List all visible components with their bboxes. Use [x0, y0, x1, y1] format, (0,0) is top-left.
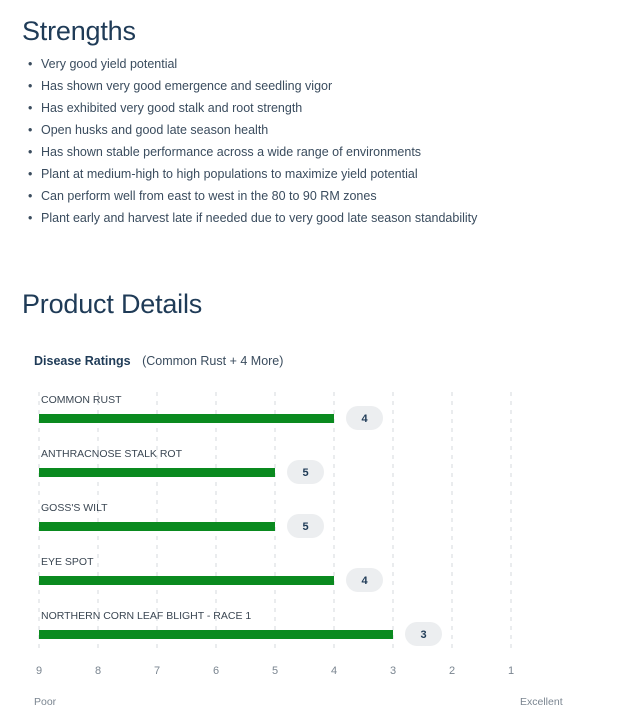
strength-item: • Has exhibited very good stalk and root strength	[28, 99, 477, 121]
strengths-title: Strengths	[22, 16, 136, 46]
rating-value: 4	[361, 575, 368, 587]
tick-label: 9	[35, 665, 43, 677]
category-label: GOSS'S WILT	[41, 502, 108, 514]
tick-label: 2	[448, 665, 456, 677]
scale-excellent-label: Excellent	[520, 696, 563, 708]
strength-item: • Has shown very good emergence and seedling vigor	[28, 77, 477, 99]
tick-label: 4	[330, 665, 338, 677]
strength-item: • Has shown stable performance across a wide range of environments	[28, 143, 477, 165]
rating-bar	[39, 522, 275, 531]
tick-label: 8	[94, 665, 102, 677]
rating-bar	[39, 630, 393, 639]
category-label: NORTHERN CORN LEAF BLIGHT - RACE 1	[41, 610, 252, 622]
product-details-title: Product Details	[22, 289, 203, 319]
category-label: COMMON RUST	[41, 394, 122, 406]
strength-item: • Open husks and good late season health	[28, 121, 477, 143]
strength-item: • Plant at medium-high to high populations to maximize yield potential	[28, 165, 477, 187]
strength-item: • Very good yield potential	[28, 55, 477, 77]
strength-item: • Plant early and harvest late if needed due to very good late season standability	[28, 209, 477, 231]
scale-poor-label: Poor	[34, 696, 57, 708]
tick-label: 1	[507, 665, 515, 677]
disease-ratings-label: Disease Ratings	[34, 354, 131, 368]
rating-value: 5	[302, 467, 309, 479]
rating-bar	[39, 468, 275, 477]
rating-value: 5	[302, 521, 309, 533]
tick-label: 3	[389, 665, 397, 677]
rating-value: 4	[361, 413, 368, 425]
rating-bar	[39, 414, 334, 423]
tick-label: 5	[271, 665, 279, 677]
category-label: ANTHRACNOSE STALK ROT	[41, 448, 182, 460]
rating-value: 3	[420, 629, 427, 641]
category-label: EYE SPOT	[41, 556, 94, 568]
rating-bar	[39, 576, 334, 585]
tick-label: 7	[153, 665, 161, 677]
strength-item: • Can perform well from east to west in the 80 to 90 RM zones	[28, 187, 477, 209]
tick-label: 6	[212, 665, 220, 677]
disease-ratings-subtitle: (Common Rust + 4 More)	[142, 354, 284, 368]
